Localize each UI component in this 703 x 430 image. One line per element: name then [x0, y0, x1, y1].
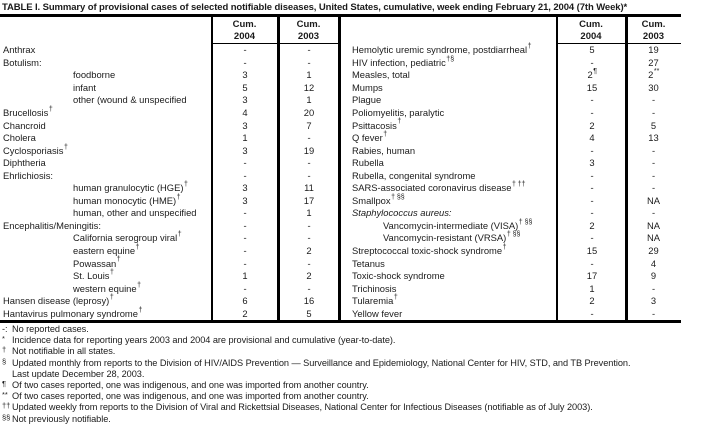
disease-name: Plague [352, 94, 382, 106]
footnote-marker: †§ [446, 55, 455, 63]
value-cum-2003: 30 [648, 81, 659, 93]
disease-name: Cholera [3, 132, 36, 144]
value-cum-2003: NA [646, 232, 661, 244]
footnote-text: Incidence data for reporting years 2003 and 2004 are provisional and cumulative (year-to-date). [12, 335, 396, 346]
column-header-right-cum-2004 [558, 18, 624, 43]
disease-name: Measles, total [352, 69, 410, 81]
table-row [341, 270, 680, 283]
table-row [341, 144, 680, 157]
disease-name: Mumps [352, 81, 383, 93]
footnote-marker: † [397, 118, 402, 126]
value-cum-2003: 29 [648, 245, 659, 257]
column-header-left-cum-2004 [213, 18, 276, 43]
table-row [0, 57, 341, 70]
value-cum-2004: 3 [242, 194, 248, 206]
table-row [0, 132, 341, 145]
disease-name: Trichinosis [352, 282, 397, 294]
right-rows [341, 44, 680, 320]
table-row [0, 107, 341, 120]
table-row [0, 307, 341, 320]
footnote-marker: † [63, 143, 68, 151]
value-cum-2003: 2 [306, 270, 312, 282]
value-cum-2004: 6 [242, 295, 248, 307]
footnote-marker: † [135, 243, 140, 251]
value-cum-2004: 2 [242, 307, 248, 319]
disease-name: Ehrlichiosis: [3, 169, 54, 181]
table-row [0, 157, 341, 170]
column-header-left-cum-2003 [280, 18, 337, 43]
table-row [0, 245, 341, 258]
table-row [341, 107, 680, 120]
value-cum-2004: - [243, 207, 247, 219]
disease-name: HIV infection, pediatric†§ [352, 55, 455, 68]
footnote-symbol: * [2, 334, 5, 344]
disease-name: Rabies, human [352, 144, 416, 156]
table-row [341, 44, 680, 57]
left-rows [0, 44, 341, 320]
disease-name: other (wound & unspecified [73, 94, 187, 106]
footnote [2, 414, 630, 425]
disease-name: human granulocytic (HGE)† [73, 181, 188, 194]
value-cum-2004: 2 [589, 295, 595, 307]
disease-name: Anthrax [3, 44, 36, 56]
value-cum-2003: - [651, 207, 656, 219]
value-cum-2004: 3 [242, 182, 248, 194]
table-row [341, 132, 680, 145]
value-cum-2004: - [590, 144, 594, 156]
value-cum-2003: - [307, 232, 311, 244]
table-row [0, 144, 341, 157]
value-cum-2003: - [307, 169, 311, 181]
table-row [0, 69, 341, 82]
footnote-text: Not previously notifiable. [12, 413, 111, 424]
disease-name: Botulism: [3, 56, 42, 68]
value-cum-2004: - [590, 232, 594, 244]
table-row [341, 94, 680, 107]
table-row [0, 295, 341, 308]
value-cum-2004: - [590, 207, 594, 219]
footnote-text: Not notifiable in all states. [12, 346, 116, 357]
value-cum-2004: - [243, 282, 247, 294]
disease-name: Toxic-shock syndrome [352, 270, 445, 282]
disease-name: foodborne [73, 69, 116, 81]
table-title: TABLE I. Summary of provisional cases of selected notifiable diseases, United States, cumulative, week ending February 21, 2004 (7th Week)* [2, 2, 628, 13]
footnote-symbol: ¶ [2, 378, 7, 388]
disease-name: Encephalitis/Meningitis: [3, 219, 101, 231]
table-row [341, 295, 680, 308]
value-cum-2004: - [243, 245, 247, 257]
value-cum-2003: 5 [306, 307, 312, 319]
value-cum-2004: 2 [589, 119, 595, 131]
table-row [0, 119, 341, 132]
footnote-symbol: § [2, 356, 7, 366]
value-cum-2004: - [243, 44, 247, 56]
disease-name: Streptococcal toxic-shock syndrome† [352, 243, 507, 257]
value-cum-2004: - [590, 169, 594, 181]
value-cum-2004: 5 [242, 81, 248, 93]
table-row [341, 307, 680, 320]
value-cum-2003: NA [646, 219, 661, 231]
footnote-symbol: ** [2, 390, 8, 400]
table-row [341, 232, 680, 245]
table-row [0, 232, 341, 245]
value-cum-2004: 1 [242, 270, 248, 282]
disease-name: Psittacosis† [352, 118, 402, 131]
footnote-symbol: §§ [2, 412, 11, 422]
value-cum-2003: - [651, 157, 656, 169]
value-cum-2003: 20 [303, 107, 315, 118]
footnote-marker: † [137, 281, 141, 289]
table-row [341, 57, 680, 70]
value-cum-2003: 16 [303, 295, 315, 307]
footnote-symbol: † [2, 345, 7, 355]
value-cum-2003: 17 [303, 194, 315, 206]
value-cum-2004: - [243, 257, 247, 269]
header-cum-label: Cum. [579, 19, 603, 30]
value-cum-2004: 3 [589, 157, 595, 169]
footnote-marker: ¶ [593, 68, 597, 76]
header-year-label: 2004 [233, 30, 256, 42]
value-cum-2003: 11 [304, 182, 314, 194]
footnote-text: Updated weekly from reports to the Division of Viral and Rickettsial Diseases, National Center for Infectious Diseases (notifiable as of July 2003). [12, 402, 593, 413]
disease-name: California serogroup viral† [73, 231, 182, 244]
disease-name: western equine† [73, 281, 141, 294]
value-cum-2004: 2 [589, 219, 595, 231]
value-cum-2003: 3 [650, 295, 657, 307]
footnote-marker: † [183, 181, 188, 189]
disease-name: Rubella, congenital syndrome [352, 169, 476, 181]
value-cum-2003: 1 [306, 69, 312, 81]
footnote [2, 369, 630, 380]
table-row [341, 82, 680, 95]
footnote [2, 391, 630, 402]
value-cum-2003: 13 [648, 132, 659, 144]
value-cum-2003: 9 [650, 270, 657, 282]
footnote-marker: † [138, 306, 143, 314]
disease-name: SARS-associated coronavirus disease† †† [352, 181, 526, 194]
disease-name: Smallpox† §§ [352, 193, 405, 206]
value-cum-2004: - [243, 56, 247, 68]
value-cum-2004: - [243, 169, 247, 181]
table-row [0, 270, 341, 283]
table-row [0, 169, 341, 182]
value-cum-2003: NA [646, 194, 661, 206]
footnote-marker: † [393, 294, 398, 302]
table-row [341, 257, 680, 270]
value-cum-2004: - [590, 307, 594, 319]
table-row [0, 220, 341, 233]
value-cum-2004: 15 [586, 81, 598, 93]
value-cum-2004: 17 [586, 270, 598, 282]
table-row [0, 94, 341, 107]
value-cum-2003: 1 [306, 94, 312, 106]
disease-name: Powassan† [73, 256, 121, 269]
value-cum-2003: 27 [648, 56, 659, 68]
value-cum-2004: 4 [589, 132, 595, 144]
footnote-marker: † [176, 193, 181, 201]
value-cum-2004: 5 [589, 44, 595, 56]
value-cum-2004: - [590, 182, 594, 194]
value-cum-2003: - [651, 94, 656, 106]
value-cum-2004: 3 [242, 144, 248, 156]
footnote-marker: † §§ [391, 193, 405, 201]
value-cum-2004: 1 [242, 132, 248, 144]
disease-name: Q fever† [352, 130, 388, 144]
header-year-label: 2004 [580, 30, 602, 42]
value-cum-2003: - [307, 157, 311, 169]
table-row [0, 82, 341, 95]
header-cum-label: Cum. [232, 19, 257, 30]
footnote-marker: † [48, 105, 53, 113]
table-row [341, 282, 680, 295]
table-row [341, 207, 680, 220]
footnote [2, 380, 630, 391]
value-cum-2004: 3 [242, 94, 248, 106]
footnote-text: Of two cases reported, one was indigenous, and one was imported from another country. [12, 391, 369, 402]
value-cum-2004: - [590, 194, 594, 206]
value-cum-2004: 1 [589, 282, 595, 294]
table-row [0, 195, 341, 208]
footnote-text: Last update December 28, 2003. [12, 368, 145, 379]
value-cum-2004: 4 [242, 107, 248, 118]
value-cum-2003: - [651, 282, 656, 294]
footnote [2, 346, 630, 357]
footnote [2, 402, 630, 413]
disease-name: Tetanus [352, 257, 385, 269]
footnote [2, 324, 630, 335]
value-cum-2003: 7 [306, 119, 312, 131]
table-row [0, 44, 341, 57]
disease-name: human monocytic (HME)† [73, 193, 181, 206]
header-year-label: 2003 [642, 30, 665, 42]
footnote-marker: † [116, 256, 121, 264]
table-bottom-rule [0, 320, 681, 323]
value-cum-2004: - [590, 107, 594, 118]
value-cum-2004: - [243, 157, 247, 169]
value-cum-2003: - [307, 219, 311, 231]
disease-name: Yellow fever [352, 307, 403, 319]
footnote-marker: † [502, 243, 507, 251]
footnote-marker: ** [653, 68, 660, 76]
disease-name: Cyclosporiasis† [3, 143, 68, 156]
table-row [0, 282, 341, 295]
value-cum-2004: - [590, 257, 594, 269]
value-cum-2003: - [307, 282, 311, 294]
value-cum-2003: - [307, 257, 311, 269]
value-cum-2003: 5 [650, 119, 657, 131]
disease-name: human, other and unspecified [73, 207, 197, 219]
disease-name: Hemolytic uremic syndrome, postdiarrheal† [352, 43, 532, 56]
value-cum-2004: - [243, 232, 247, 244]
footnote-marker: † [109, 268, 114, 276]
header-year-label: 2003 [297, 30, 320, 42]
table-row [341, 169, 680, 182]
footnote-text: Updated monthly from reports to the Division of HIV/AIDS Prevention — Surveillance and Epidemiology, National Center for HIV, STD, and TB Prevention. [12, 357, 631, 368]
disease-name: Brucellosis† [3, 105, 53, 118]
footnotes [2, 324, 630, 425]
header-cum-label: Cum. [296, 19, 321, 30]
disease-name: Tularemia† [352, 294, 398, 307]
disease-name: Chancroid [3, 119, 46, 131]
value-cum-2004: - [243, 219, 247, 231]
disease-name: Vancomycin-intermediate (VISA)† §§ [383, 218, 533, 231]
value-cum-2003: - [651, 307, 656, 319]
footnote-marker: † [177, 231, 182, 239]
footnote-text: Of two cases reported, one was indigenous, and one was imported from another country. [12, 379, 369, 390]
value-cum-2003: - [651, 169, 656, 181]
table-row [341, 69, 680, 82]
value-cum-2004: 2¶ [587, 68, 597, 81]
disease-name: eastern equine† [73, 243, 140, 257]
column-header-right-cum-2003 [627, 18, 680, 43]
value-cum-2004: 15 [586, 245, 598, 257]
value-cum-2003: - [651, 182, 656, 194]
disease-name: Vancomycin-resistant (VRSA)† §§ [383, 231, 521, 244]
value-cum-2003: - [307, 44, 311, 56]
disease-name: Hansen disease (leprosy)† [3, 294, 114, 307]
table-row [0, 257, 341, 270]
footnote-marker: † [527, 43, 532, 51]
value-cum-2003: 2** [648, 68, 660, 81]
disease-name: infant [73, 81, 96, 93]
disease-name: Diphtheria [3, 157, 46, 169]
footnote [2, 358, 630, 369]
table-row [341, 245, 680, 258]
value-cum-2003: 2 [306, 245, 312, 257]
footnote-marker: † [109, 294, 114, 302]
table-row [0, 207, 341, 220]
table-row [341, 195, 680, 208]
footnote-marker: † [383, 130, 388, 138]
value-cum-2003: - [307, 132, 311, 144]
value-cum-2003: 19 [303, 144, 315, 156]
value-cum-2004: 3 [242, 119, 248, 131]
value-cum-2003: 12 [303, 81, 315, 93]
value-cum-2004: - [590, 94, 594, 106]
footnote [2, 335, 630, 346]
disease-name: St. Louis† [73, 268, 114, 282]
value-cum-2003: 4 [650, 257, 657, 269]
footnote-marker: † †† [511, 181, 526, 189]
footnote-symbol: -: [2, 324, 8, 334]
value-cum-2003: - [651, 144, 656, 156]
footnote-symbol: †† [2, 401, 11, 411]
footnote-text: No reported cases. [12, 324, 89, 334]
table-row [0, 182, 341, 195]
disease-name: Rubella [352, 157, 384, 169]
value-cum-2003: 1 [306, 207, 312, 219]
footnote-marker: † §§ [506, 231, 521, 239]
value-cum-2004: - [590, 56, 594, 68]
value-cum-2004: 3 [242, 69, 248, 81]
value-cum-2003: - [651, 107, 656, 118]
disease-name: Staphylococcus aureus: [352, 207, 452, 219]
value-cum-2003: - [307, 56, 311, 68]
value-cum-2003: 19 [648, 44, 659, 56]
table-row [341, 157, 680, 170]
footnote-marker: † §§ [518, 218, 533, 226]
disease-name: Hantavirus pulmonary syndrome† [3, 306, 143, 319]
table-row [341, 119, 680, 132]
header-cum-label: Cum. [641, 19, 666, 30]
disease-name: Poliomyelitis, paralytic [352, 107, 445, 118]
table-row [341, 182, 680, 195]
